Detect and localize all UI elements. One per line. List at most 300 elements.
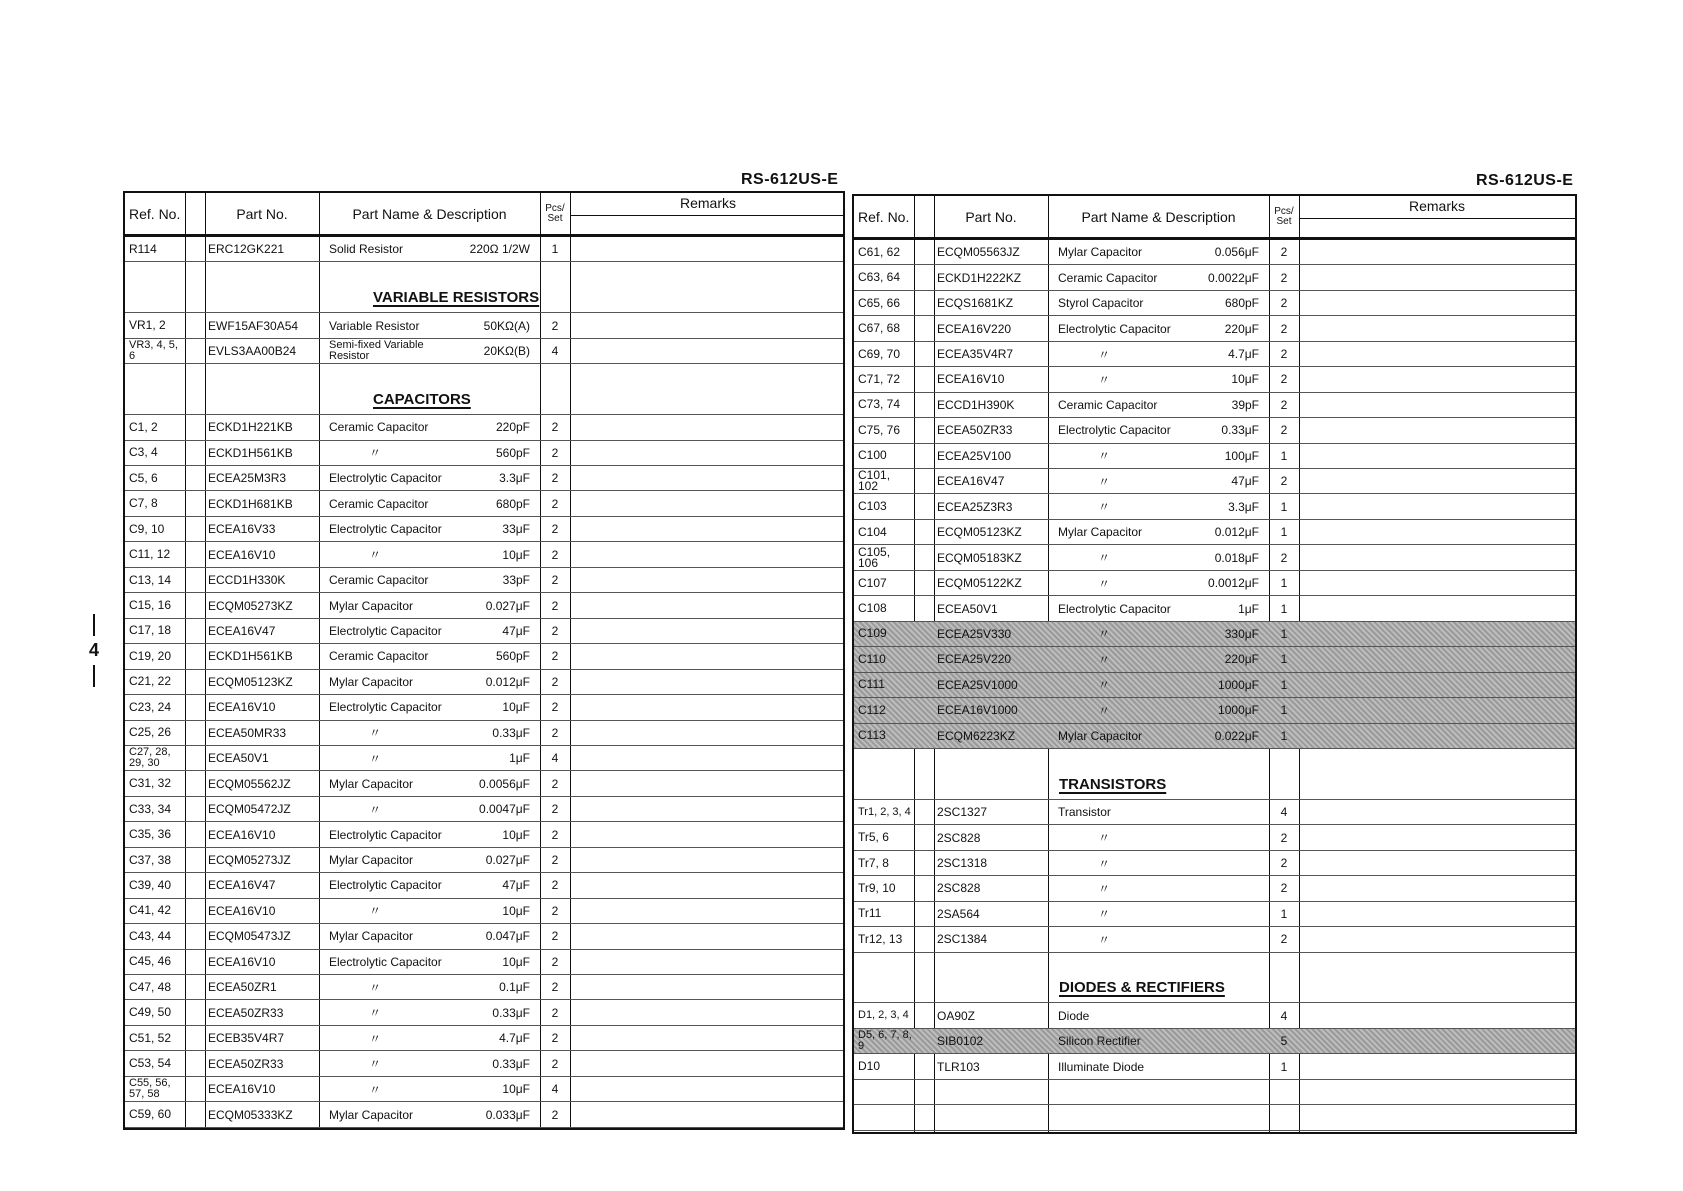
table-row — [854, 520, 1575, 545]
part-no-cell: ECQM05473JZ — [208, 929, 291, 944]
part-value-cell — [1178, 825, 1259, 849]
part-value-cell: 0.047μF — [485, 929, 530, 944]
ref-no-cell: R114 — [129, 241, 157, 256]
part-no-cell: 2SC828 — [937, 881, 981, 896]
part-description-cell: 〃 — [369, 446, 382, 461]
part-value-cell: 50KΩ(A) — [483, 318, 530, 333]
part-description-cell: 〃 — [369, 1057, 382, 1072]
ref-no-cell — [858, 1105, 912, 1129]
ref-no-cell: Tr11 — [858, 906, 882, 921]
part-no-cell: ECEA50ZR33 — [937, 423, 1013, 438]
ref-no-cell: D1, 2, 3, 4 — [858, 1009, 909, 1022]
section-heading: CAPACITORS — [373, 391, 471, 409]
part-value-cell — [1178, 1105, 1259, 1129]
pcs-per-set-cell: 2 — [1280, 270, 1288, 285]
pcs-per-set-cell: 2 — [551, 980, 559, 995]
pcs-per-set-cell: 1 — [1280, 525, 1288, 540]
part-description-cell: Variable Resistor — [329, 318, 420, 333]
header-remarks-rule — [570, 215, 843, 216]
part-value-cell: 1000μF — [1218, 677, 1259, 692]
pcs-per-set-cell: 2 — [1280, 347, 1288, 362]
part-description-cell: Solid Resistor — [329, 242, 404, 257]
part-no-cell: ECEA16V10 — [208, 1082, 276, 1097]
part-no-cell: ECQM05333KZ — [208, 1107, 293, 1122]
part-no-cell: ECQM05562JZ — [208, 776, 291, 791]
part-no-cell: ECEA25V330 — [937, 626, 1012, 641]
pcs-per-set-cell: 2 — [1280, 881, 1288, 896]
part-description-cell: 〃 — [369, 1006, 382, 1021]
ref-no-cell: C63, 64 — [858, 270, 901, 285]
part-value-cell: 1000μF — [1218, 703, 1259, 718]
ref-no-cell: C49, 50 — [129, 1005, 172, 1020]
ref-no-cell: Tr7, 8 — [858, 855, 889, 870]
part-value-cell: 10μF — [502, 700, 530, 715]
table-row — [854, 495, 1575, 520]
ref-no-cell: C9, 10 — [129, 521, 165, 536]
part-value-cell: 10μF — [1231, 372, 1259, 387]
part-no-cell: SIB0102 — [937, 1034, 984, 1049]
table-row — [125, 593, 843, 618]
pcs-per-set-cell — [1269, 1080, 1299, 1104]
part-value-cell: 3.3μF — [499, 471, 530, 486]
part-description-cell: 〃 — [1098, 856, 1111, 871]
part-value-cell: 220pF — [495, 420, 530, 435]
part-value-cell — [1178, 1029, 1259, 1053]
part-description-cell: 〃 — [1098, 652, 1111, 667]
pcs-per-set-cell: 4 — [551, 751, 559, 766]
table-row — [125, 797, 843, 822]
table-row — [854, 469, 1575, 494]
table-row — [125, 313, 843, 338]
pcs-per-set-cell: 2 — [551, 522, 559, 537]
table-row — [125, 1051, 843, 1076]
part-no-cell: ECEA50MR33 — [208, 725, 287, 740]
page-number-text: 4 — [88, 640, 99, 660]
part-value-cell: 4.7μF — [499, 1031, 530, 1046]
pcs-per-set-cell: 2 — [551, 1005, 559, 1020]
table-row — [854, 1004, 1575, 1029]
table-row — [854, 673, 1575, 698]
part-description-cell: Semi-fixed Variable Resistor — [329, 339, 424, 363]
part-no-cell: ECEB35V4R7 — [208, 1031, 285, 1046]
table-row — [125, 771, 843, 796]
part-no-cell — [937, 1080, 1045, 1104]
part-description-cell: Electrolytic Capacitor — [329, 827, 442, 842]
part-no-cell: ECEA50ZR33 — [208, 1005, 284, 1020]
part-description-cell — [1058, 1105, 1193, 1129]
ref-no-cell: C75, 76 — [858, 422, 901, 437]
part-no-cell: ECQM05273KZ — [208, 598, 293, 613]
header-pcs-set — [1269, 196, 1299, 237]
part-value-cell: 0.018μF — [1214, 550, 1259, 565]
part-description-cell: Mylar Capacitor — [329, 929, 414, 944]
part-value-cell: 0.0047μF — [479, 802, 530, 817]
part-description-cell: 〃 — [1098, 474, 1111, 489]
part-no-cell: 2SC1327 — [937, 805, 988, 820]
ref-no-cell: C31, 32 — [129, 776, 172, 791]
part-no-cell: OA90Z — [937, 1008, 976, 1023]
table-row — [854, 1029, 1575, 1054]
part-description-cell: Electrolytic Capacitor — [1058, 601, 1171, 616]
ref-no-cell: C111 — [858, 677, 885, 692]
pcs-per-set-cell: 2 — [551, 1031, 559, 1046]
part-value-cell: 0.012μF — [485, 674, 530, 689]
page-number-bar-top — [93, 614, 95, 636]
header-part-name-description: Part Name & Description — [1081, 208, 1236, 225]
table-row — [854, 622, 1575, 647]
part-value-cell — [1178, 1054, 1259, 1078]
pcs-per-set-cell: 2 — [551, 623, 559, 638]
part-description-cell: 〃 — [1098, 907, 1111, 922]
table-row — [125, 644, 843, 669]
part-no-cell: ECEA25V1000 — [937, 677, 1018, 692]
pcs-per-set-cell: 1 — [1280, 703, 1288, 718]
pcs-per-set-cell: 2 — [551, 649, 559, 664]
header-set-label: Set — [1276, 215, 1292, 227]
ref-no-cell: D10 — [858, 1059, 881, 1074]
ref-no-cell: C51, 52 — [129, 1030, 172, 1045]
part-value-cell: 100μF — [1224, 448, 1259, 463]
ref-no-cell: C33, 34 — [129, 801, 172, 816]
ref-no-cell: C45, 46 — [129, 954, 172, 969]
part-description-cell: Ceramic Capacitor — [329, 496, 429, 511]
table-row — [125, 721, 843, 746]
section-row — [854, 953, 1575, 1004]
ref-no-cell: C7, 8 — [129, 496, 158, 511]
ref-no-cell: VR3, 4, 5, 6 — [129, 339, 178, 363]
table-row — [125, 542, 843, 567]
part-description-cell: Ceramic Capacitor — [1058, 270, 1158, 285]
ref-no-cell: C69, 70 — [858, 346, 901, 361]
right-table-header — [854, 196, 1575, 240]
part-value-cell: 0.33μF — [492, 725, 530, 740]
part-value-cell: 0.022μF — [1214, 728, 1259, 743]
part-description-cell: Electrolytic Capacitor — [329, 522, 442, 537]
section-heading: VARIABLE RESISTORS — [373, 289, 540, 307]
ref-no-cell: C59, 60 — [129, 1107, 172, 1122]
part-description-cell: Mylar Capacitor — [329, 853, 414, 868]
part-description-cell: 〃 — [1098, 500, 1111, 515]
ref-no-cell: C21, 22 — [129, 674, 172, 689]
table-row — [125, 415, 843, 440]
pcs-per-set-cell: 1 — [1280, 601, 1288, 616]
part-value-cell: 0.0056μF — [479, 776, 530, 791]
part-no-cell: ECEA16V10 — [208, 700, 276, 715]
part-description-cell: Ceramic Capacitor — [329, 420, 429, 435]
part-value-cell — [1178, 1080, 1259, 1104]
pcs-per-set-cell: 2 — [551, 420, 559, 435]
part-description-cell: Mylar Capacitor — [329, 1107, 414, 1122]
table-row — [854, 876, 1575, 901]
left-table-header — [125, 193, 843, 237]
part-description-cell: Mylar Capacitor — [329, 674, 414, 689]
pcs-per-set-cell: 4 — [551, 1082, 559, 1097]
right-model-title: RS-612US-E — [1476, 172, 1574, 189]
pcs-per-set-cell: 2 — [551, 725, 559, 740]
part-value-cell — [1178, 902, 1259, 926]
ref-no-cell: C67, 68 — [858, 321, 901, 336]
ref-no-cell: D5, 6, 7, 8, 9 — [858, 1029, 912, 1053]
left-parts-table — [123, 191, 845, 1130]
table-row — [125, 492, 843, 517]
part-no-cell: ECEA25V100 — [937, 448, 1012, 463]
pcs-per-set-cell: 1 — [1280, 448, 1288, 463]
part-description-cell: Diode — [1058, 1008, 1090, 1023]
pcs-per-set-cell: 2 — [551, 674, 559, 689]
part-no-cell: 2SC1318 — [937, 856, 988, 871]
part-value-cell: 47μF — [1231, 474, 1259, 489]
part-value-cell: 47μF — [502, 878, 530, 893]
header-pcs-label: Pcs/ — [545, 202, 565, 214]
pcs-per-set-cell: 4 — [1280, 805, 1288, 820]
ref-no-cell: C41, 42 — [129, 903, 172, 918]
part-value-cell: 10μF — [502, 1082, 530, 1097]
table-row — [125, 746, 843, 771]
pcs-per-set-cell: 2 — [551, 827, 559, 842]
part-description-cell: Silicon Rectifier — [1058, 1034, 1141, 1049]
pcs-per-set-cell: 2 — [551, 878, 559, 893]
ref-no-cell: C25, 26 — [129, 725, 172, 740]
pcs-per-set-cell: 2 — [551, 1056, 559, 1071]
table-row — [125, 950, 843, 975]
part-value-cell: 0.1μF — [499, 980, 530, 995]
part-value-cell: 0.056μF — [1214, 245, 1259, 260]
table-row — [125, 466, 843, 491]
table-row — [125, 237, 843, 262]
table-row — [125, 339, 843, 364]
part-description-cell: Ceramic Capacitor — [329, 573, 429, 588]
part-value-cell: 560pF — [495, 445, 530, 460]
pcs-per-set-cell: 2 — [551, 954, 559, 969]
part-description-cell: 〃 — [369, 904, 382, 919]
table-row — [125, 517, 843, 542]
header-pcs-set — [540, 193, 570, 234]
part-no-cell: ECEA16V47 — [208, 623, 276, 638]
pcs-per-set-cell: 2 — [1280, 423, 1288, 438]
part-no-cell: ECEA16V33 — [208, 522, 276, 537]
pcs-per-set-cell: 5 — [1280, 1034, 1288, 1049]
part-no-cell: EVLS3AA00B24 — [208, 344, 297, 359]
pcs-per-set-cell: 2 — [551, 853, 559, 868]
part-description-cell: 〃 — [1098, 372, 1111, 387]
part-value-cell: 10μF — [502, 827, 530, 842]
section-row — [854, 749, 1575, 800]
ref-no-cell: C53, 54 — [129, 1056, 172, 1071]
part-description-cell: 〃 — [369, 1031, 382, 1046]
part-no-cell: ECQM6223KZ — [937, 728, 1016, 743]
table-row — [854, 647, 1575, 672]
part-description-cell — [1058, 1080, 1193, 1104]
part-no-cell: ECEA50ZR33 — [208, 1056, 284, 1071]
part-description-cell: Mylar Capacitor — [1058, 245, 1143, 260]
part-value-cell — [1178, 876, 1259, 900]
part-no-cell: ECQM05122KZ — [937, 576, 1022, 591]
part-description-cell: 〃 — [369, 726, 382, 741]
left-model-title: RS-612US-E — [741, 171, 839, 188]
pcs-per-set-cell: 2 — [1280, 932, 1288, 947]
ref-no-cell: C61, 62 — [858, 244, 901, 259]
ref-no-cell: C101, 102 — [858, 468, 891, 494]
part-description-cell: Electrolytic Capacitor — [329, 878, 442, 893]
table-row — [854, 316, 1575, 341]
header-ref-no: Ref. No. — [858, 208, 910, 225]
pcs-per-set-cell: 4 — [1280, 1008, 1288, 1023]
part-value-cell: 0.0022μF — [1208, 270, 1259, 285]
part-value-cell — [1178, 1004, 1259, 1028]
part-description-cell: Styrol Capacitor — [1058, 296, 1144, 311]
table-row — [854, 367, 1575, 392]
part-description-cell: 〃 — [1098, 703, 1111, 718]
part-no-cell: ECEA16V10 — [208, 547, 276, 562]
part-value-cell — [1178, 927, 1259, 951]
header-part-no: Part No. — [236, 205, 288, 222]
part-no-cell: ECKD1H222KZ — [937, 270, 1022, 285]
part-description-cell: 〃 — [369, 802, 382, 817]
pcs-per-set-cell: 2 — [1280, 830, 1288, 845]
table-row — [125, 924, 843, 949]
part-description-cell: Electrolytic Capacitor — [329, 623, 442, 638]
part-no-cell: ERC12GK221 — [208, 242, 285, 257]
part-value-cell: 220μF — [1224, 321, 1259, 336]
part-no-cell: ECEA16V10 — [208, 827, 276, 842]
header-remarks-rule — [1299, 218, 1575, 219]
ref-no-cell: C73, 74 — [858, 397, 901, 412]
pcs-per-set-cell: 2 — [551, 496, 559, 511]
ref-no-cell: C1, 2 — [129, 419, 158, 434]
part-no-cell: ECEA35V4R7 — [937, 347, 1014, 362]
part-description-cell: 〃 — [369, 1082, 382, 1097]
table-row — [854, 545, 1575, 570]
part-no-cell: ECCD1H330K — [208, 573, 286, 588]
part-description-cell: Mylar Capacitor — [1058, 525, 1143, 540]
part-no-cell: ECEA50V1 — [937, 601, 998, 616]
part-no-cell: ECEA16V10 — [208, 954, 276, 969]
table-row — [854, 851, 1575, 876]
ref-no-cell: C35, 36 — [129, 827, 172, 842]
part-description-cell: Electrolytic Capacitor — [329, 700, 442, 715]
pcs-per-set-cell: 2 — [1280, 856, 1288, 871]
table-row — [125, 899, 843, 924]
part-value-cell: 47μF — [502, 623, 530, 638]
table-row — [125, 975, 843, 1000]
part-no-cell: ECKD1H561KB — [208, 445, 293, 460]
ref-no-cell: Tr1, 2, 3, 4 — [858, 805, 911, 818]
part-description-cell: Ceramic Capacitor — [329, 649, 429, 664]
ref-no-cell: VR1, 2 — [129, 318, 166, 333]
part-no-cell: ECEA50V1 — [208, 751, 269, 766]
part-description-cell: 〃 — [1098, 449, 1111, 464]
ref-no-cell: C23, 24 — [129, 699, 172, 714]
table-row — [125, 695, 843, 720]
part-value-cell: 0.33μF — [1221, 423, 1259, 438]
part-no-cell: EWF15AF30A54 — [208, 318, 299, 333]
ref-no-cell: C47, 48 — [129, 979, 172, 994]
part-description-cell: 〃 — [369, 751, 382, 766]
part-value-cell: 10μF — [502, 954, 530, 969]
pcs-per-set-cell: 1 — [1280, 1059, 1288, 1074]
pcs-per-set-cell: 1 — [551, 242, 559, 257]
pcs-per-set-cell: 4 — [551, 344, 559, 359]
header-remarks: Remarks — [1409, 198, 1466, 214]
header-part-no: Part No. — [965, 208, 1017, 225]
pcs-per-set-cell: 2 — [551, 318, 559, 333]
pcs-per-set-cell: 2 — [551, 802, 559, 817]
part-value-cell: 680pF — [495, 496, 530, 511]
table-row — [125, 873, 843, 898]
header-remarks: Remarks — [680, 195, 737, 211]
ref-no-cell: C11, 12 — [129, 547, 171, 562]
part-value-cell: 33pF — [502, 573, 530, 588]
part-no-cell: ECQM05563JZ — [937, 245, 1020, 260]
pcs-per-set-cell: 2 — [551, 903, 559, 918]
part-no-cell — [937, 1105, 1045, 1129]
part-description-cell: 〃 — [1098, 932, 1111, 947]
part-no-cell: ECKD1H561KB — [208, 649, 293, 664]
ref-no-cell: C13, 14 — [129, 572, 172, 587]
section-heading: DIODES & RECTIFIERS — [1059, 979, 1225, 997]
part-value-cell: 0.33μF — [492, 1056, 530, 1071]
ref-no-cell: C71, 72 — [858, 371, 901, 386]
part-value-cell: 0.033μF — [485, 1107, 530, 1122]
part-value-cell: 10μF — [502, 547, 530, 562]
pcs-per-set-cell: 2 — [1280, 296, 1288, 311]
part-description-cell: 〃 — [1098, 551, 1111, 566]
pcs-per-set-cell: 1 — [1280, 576, 1288, 591]
table-row — [854, 291, 1575, 316]
table-row — [854, 800, 1575, 825]
ref-no-cell: C5, 6 — [129, 470, 158, 485]
ref-no-cell: C107 — [858, 575, 887, 590]
ref-no-cell: C110 — [858, 651, 886, 666]
part-no-cell: ECQM05123KZ — [208, 674, 293, 689]
part-no-cell: ECEA16V47 — [208, 878, 276, 893]
ref-no-cell: C55, 56, 57, 58 — [129, 1077, 171, 1101]
part-description-cell: Transistor — [1058, 805, 1111, 820]
header-part-name-description: Part Name & Description — [352, 205, 507, 222]
part-no-cell: ECQM05273JZ — [208, 853, 291, 868]
page-number — [84, 614, 104, 687]
part-value-cell: 0.012μF — [1214, 525, 1259, 540]
part-no-cell: ECEA25Z3R3 — [937, 499, 1013, 514]
ref-no-cell: C109 — [858, 626, 887, 641]
table-row — [854, 724, 1575, 749]
table-row — [854, 1105, 1575, 1130]
part-value-cell — [1178, 851, 1259, 875]
part-description-cell: 〃 — [369, 980, 382, 995]
table-row — [125, 441, 843, 466]
part-no-cell: 2SC1384 — [937, 932, 988, 947]
table-row — [854, 902, 1575, 927]
part-no-cell: ECEA16V10 — [937, 372, 1005, 387]
table-row — [125, 848, 843, 873]
part-description-cell: 〃 — [1098, 881, 1111, 896]
part-value-cell: 10μF — [502, 903, 530, 918]
table-row — [854, 342, 1575, 367]
table-row — [854, 418, 1575, 443]
part-description-cell: 〃 — [1098, 678, 1111, 693]
ref-no-cell: Tr9, 10 — [858, 880, 896, 895]
section-row — [125, 364, 843, 415]
ref-no-cell: C37, 38 — [129, 852, 172, 867]
section-heading: TRANSISTORS — [1059, 775, 1167, 793]
part-no-cell: ECQM05183KZ — [937, 550, 1022, 565]
pcs-per-set-cell: 2 — [1280, 550, 1288, 565]
part-value-cell: 1μF — [1238, 601, 1259, 616]
part-value-cell: 20KΩ(B) — [483, 344, 530, 359]
table-row — [854, 825, 1575, 850]
part-value-cell: 680pF — [1224, 296, 1259, 311]
part-description-cell: Illuminate Diode — [1058, 1059, 1145, 1074]
